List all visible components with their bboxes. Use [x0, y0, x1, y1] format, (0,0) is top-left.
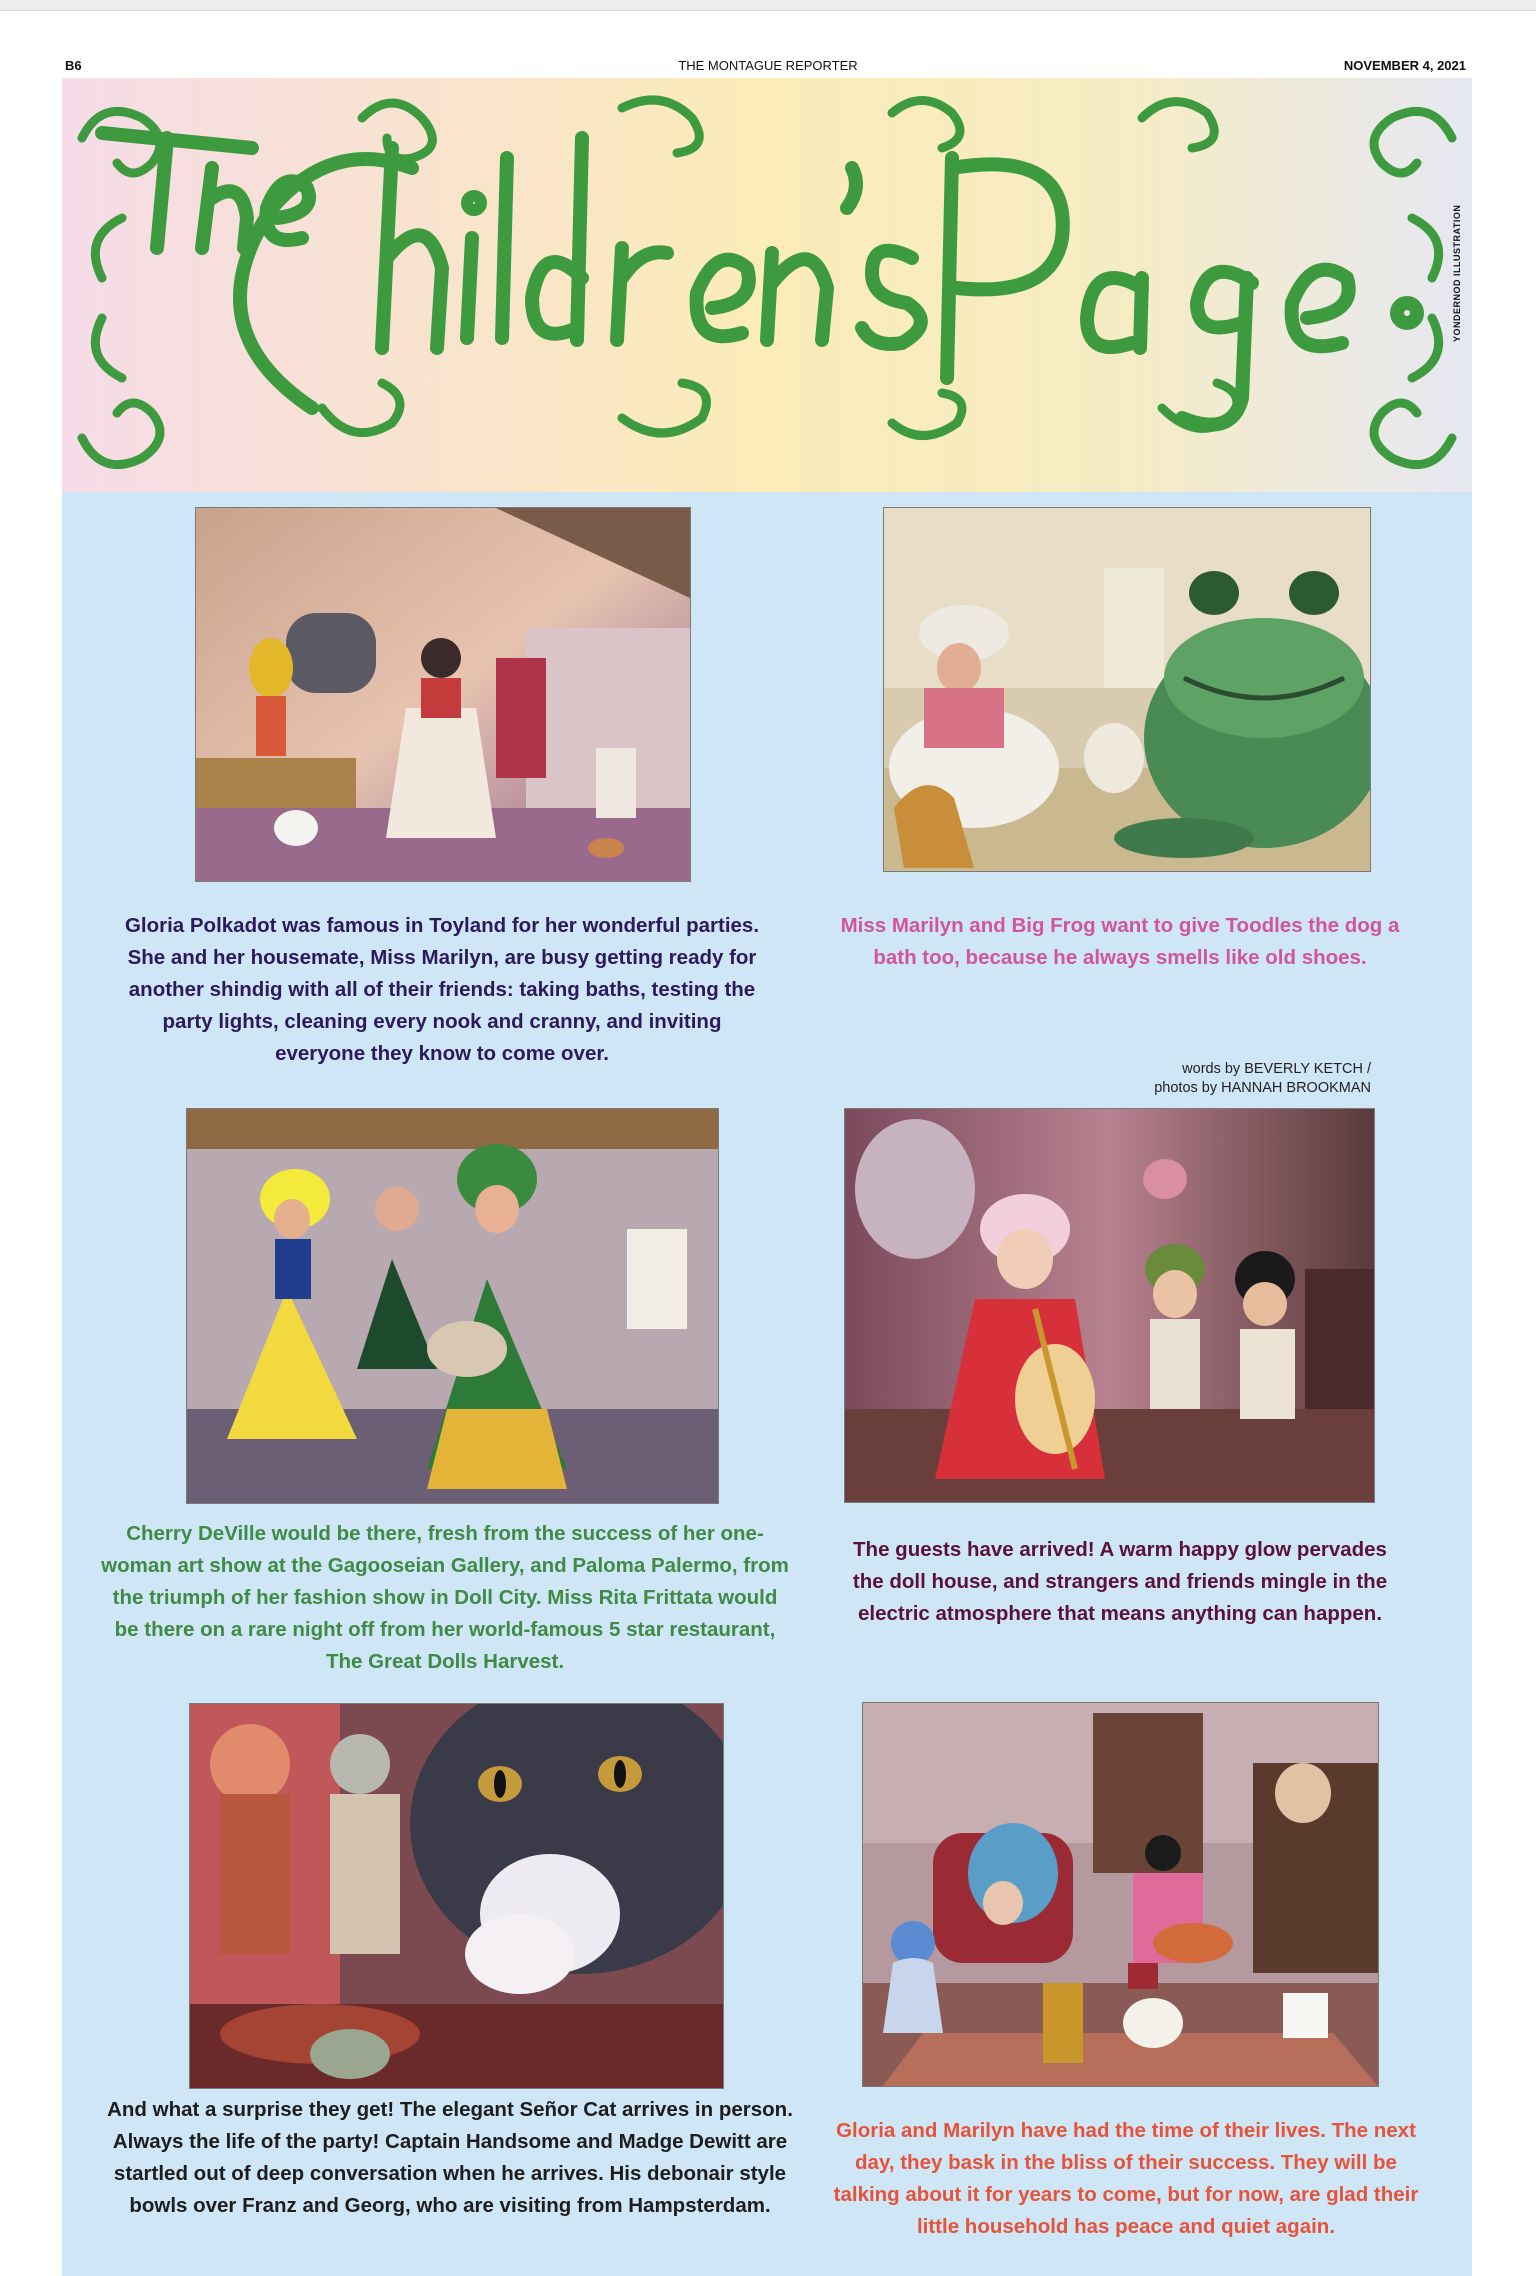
caption-toodles-bath: Miss Marilyn and Big Frog want to give Toodles the dog a bath too, because he always smells like old shoes.	[840, 914, 1400, 969]
banner-title-art	[62, 78, 1472, 492]
photo-after-party-art	[863, 1703, 1378, 2086]
newspaper-name: THE MONTAGUE REPORTER	[678, 58, 858, 73]
childrens-page-banner	[62, 78, 1472, 492]
caption-gloria-parties: Gloria Polkadot was famous in Toyland for her wonderful parties. She and her housemate, Miss Marilyn, are busy getting ready for another shindig with all of their friends: taking baths, testing the party lights, cleaning every nook and cranny, and inviting everyone they know to come over.	[124, 914, 760, 1065]
issue-date: NOVEMBER 4, 2021	[1343, 58, 1466, 73]
byline	[1154, 1060, 1371, 1098]
photo-gloria-art	[196, 508, 690, 881]
photo-guests-art	[845, 1109, 1374, 1502]
viewer-top-bar	[0, 0, 1536, 11]
caption-peace-and-quiet: Gloria and Marilyn have had the time of their lives. The next day, they bask in the bliss of their success. They will be talking about it for years to come, but for now, are glad their little household has peace and quiet again.	[833, 2119, 1419, 2238]
photo-frog-art	[884, 508, 1370, 871]
photo-cherry-paloma-rita	[186, 1108, 719, 1504]
photo-dolls-art	[187, 1109, 718, 1503]
page-number: B6	[65, 58, 82, 73]
illustration-credit: YONDERNOD ILLUSTRATION	[1452, 204, 1462, 342]
caption-cherry-deville: Cherry DeVille would be there, fresh from the success of her one-woman art show at the Gagooseian Gallery, and Paloma Palermo, from the triumph of her fashion show in Doll City. Miss Rita Frittata would be there on a rare night off from her world-famous 5 star restaurant, The Great Dolls Harvest.	[101, 1522, 789, 1673]
photo-after-party	[862, 1702, 1379, 2087]
photo-frog-and-bath	[883, 507, 1371, 872]
byline-words: words by BEVERLY KETCH /	[1182, 1061, 1371, 1077]
photo-gloria-polkadot-dollhouse	[195, 507, 691, 882]
caption-senor-cat: And what a surprise they get! The elegant Señor Cat arrives in person. Always the life of the party! Captain Handsome and Madge Dewitt are startled out of deep conversation when he arrives. His debonair style bowls over Franz and Georg, who are visiting from Hampsterdam.	[107, 2098, 793, 2217]
byline-photos: photos by HANNAH BROOKMAN	[1154, 1080, 1371, 1096]
photo-senor-cat	[189, 1703, 724, 2089]
photo-cat-art	[190, 1704, 723, 2088]
caption-guests-arrived: The guests have arrived! A warm happy glow pervades the doll house, and strangers and friends mingle in the electric atmosphere that means anything can happen.	[852, 1538, 1388, 1625]
photo-guests-arrived	[844, 1108, 1375, 1503]
